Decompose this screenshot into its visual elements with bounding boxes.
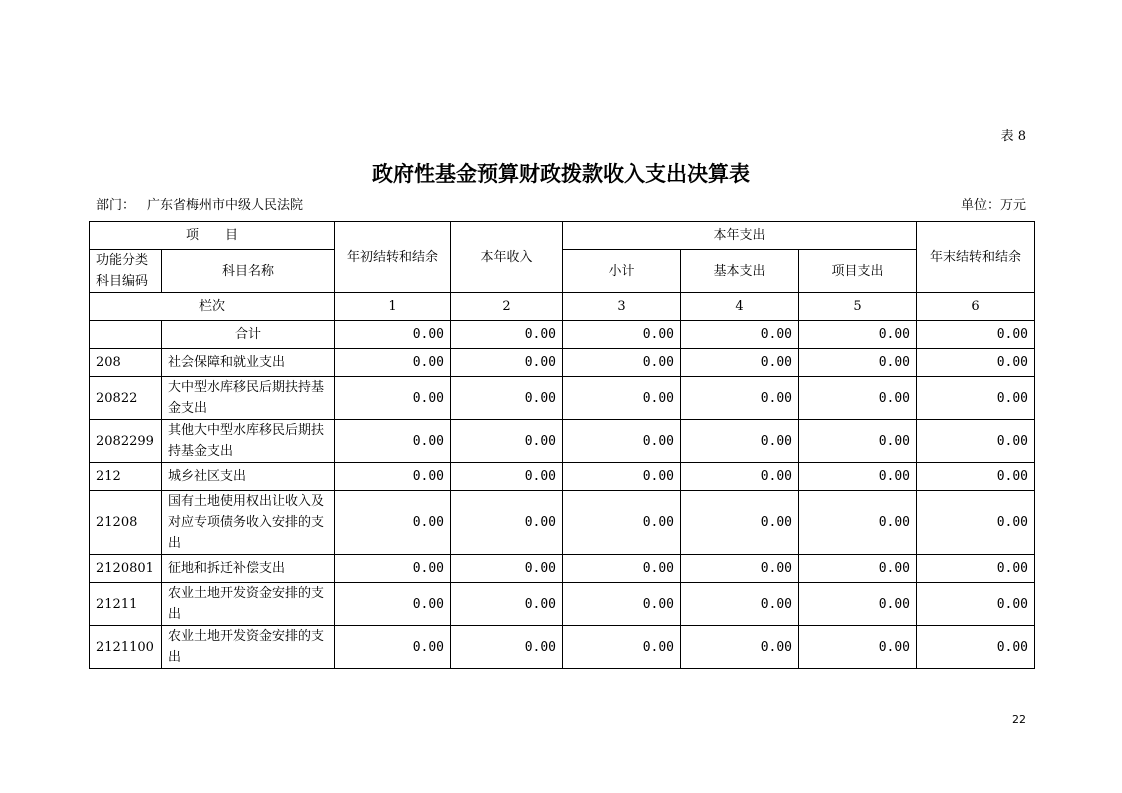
row-value: 0.00 — [681, 377, 799, 420]
row-code: 2121100 — [90, 626, 162, 669]
header-row-2 — [90, 250, 1035, 293]
row-value: 0.00 — [917, 463, 1035, 491]
row-value: 0.00 — [451, 583, 563, 626]
row-value: 0.00 — [681, 555, 799, 583]
column-number: 5 — [799, 293, 917, 321]
table-row — [90, 626, 1035, 669]
row-value: 0.00 — [563, 491, 681, 555]
row-value: 0.00 — [799, 349, 917, 377]
row-value: 0.00 — [917, 349, 1035, 377]
page-number: 22 — [1012, 713, 1026, 726]
total-value: 0.00 — [917, 321, 1035, 349]
header-project: 项目支出 — [799, 250, 917, 293]
row-value: 0.00 — [335, 349, 451, 377]
total-value: 0.00 — [335, 321, 451, 349]
department-name: 广东省梅州市中级人民法院 — [147, 198, 304, 213]
row-value: 0.00 — [335, 420, 451, 463]
row-name: 社会保障和就业支出 — [162, 349, 335, 377]
row-value: 0.00 — [335, 583, 451, 626]
row-code: 21208 — [90, 491, 162, 555]
column-number: 3 — [563, 293, 681, 321]
header-subject-name: 科目名称 — [162, 250, 335, 293]
row-value: 0.00 — [563, 420, 681, 463]
total-row — [90, 321, 1035, 349]
total-code-cell — [90, 321, 162, 349]
table-row — [90, 349, 1035, 377]
row-value: 0.00 — [681, 463, 799, 491]
table-row — [90, 463, 1035, 491]
row-value: 0.00 — [335, 463, 451, 491]
row-value: 0.00 — [799, 555, 917, 583]
column-number: 1 — [335, 293, 451, 321]
table-row — [90, 420, 1035, 463]
row-value: 0.00 — [799, 377, 917, 420]
row-name: 大中型水库移民后期扶持基金支出 — [162, 377, 335, 420]
row-value: 0.00 — [799, 420, 917, 463]
row-value: 0.00 — [451, 463, 563, 491]
row-name: 国有土地使用权出让收入及对应专项债务收入安排的支出 — [162, 491, 335, 555]
department-line — [96, 194, 315, 213]
row-value: 0.00 — [681, 420, 799, 463]
table-row — [90, 555, 1035, 583]
row-value: 0.00 — [917, 626, 1035, 669]
column-number-label: 栏次 — [90, 293, 335, 321]
table-row — [90, 377, 1035, 420]
row-code: 2082299 — [90, 420, 162, 463]
row-value: 0.00 — [681, 626, 799, 669]
row-code: 21211 — [90, 583, 162, 626]
page-title: 政府性基金预算财政拨款收入支出决算表 — [372, 162, 750, 186]
row-value: 0.00 — [335, 377, 451, 420]
row-value: 0.00 — [563, 463, 681, 491]
header-income: 本年收入 — [451, 222, 563, 293]
row-name: 农业土地开发资金安排的支出 — [162, 626, 335, 669]
total-value: 0.00 — [799, 321, 917, 349]
row-value: 0.00 — [681, 583, 799, 626]
row-name: 农业土地开发资金安排的支出 — [162, 583, 335, 626]
row-value: 0.00 — [563, 349, 681, 377]
row-value: 0.00 — [563, 555, 681, 583]
row-code: 212 — [90, 463, 162, 491]
row-name: 其他大中型水库移民后期扶持基金支出 — [162, 420, 335, 463]
header-end-balance: 年末结转和结余 — [917, 222, 1035, 293]
table-row — [90, 583, 1035, 626]
total-value: 0.00 — [451, 321, 563, 349]
department-label: 部门： — [96, 198, 136, 213]
row-value: 0.00 — [451, 349, 563, 377]
row-code: 208 — [90, 349, 162, 377]
row-value: 0.00 — [799, 583, 917, 626]
header-begin-balance: 年初结转和结余 — [335, 222, 451, 293]
total-value: 0.00 — [563, 321, 681, 349]
column-number: 4 — [681, 293, 799, 321]
row-value: 0.00 — [917, 583, 1035, 626]
row-value: 0.00 — [451, 555, 563, 583]
column-number: 6 — [917, 293, 1035, 321]
row-value: 0.00 — [563, 583, 681, 626]
row-value: 0.00 — [451, 377, 563, 420]
total-label: 合计 — [162, 321, 335, 349]
header-expense: 本年支出 — [563, 222, 917, 250]
header-func-code: 功能分类科目编码 — [90, 250, 162, 293]
row-value: 0.00 — [335, 555, 451, 583]
row-value: 0.00 — [799, 491, 917, 555]
row-value: 0.00 — [917, 491, 1035, 555]
row-value: 0.00 — [563, 626, 681, 669]
header-subtotal: 小计 — [563, 250, 681, 293]
row-value: 0.00 — [451, 491, 563, 555]
row-value: 0.00 — [917, 377, 1035, 420]
table-number: 表 8 — [1000, 129, 1026, 144]
column-number: 2 — [451, 293, 563, 321]
row-name: 征地和拆迁补偿支出 — [162, 555, 335, 583]
row-value: 0.00 — [681, 491, 799, 555]
header-item: 项 目 — [90, 222, 335, 250]
row-code: 2120801 — [90, 555, 162, 583]
header-basic: 基本支出 — [681, 250, 799, 293]
row-value: 0.00 — [335, 626, 451, 669]
table-row — [90, 491, 1035, 555]
row-value: 0.00 — [799, 463, 917, 491]
row-value: 0.00 — [451, 626, 563, 669]
column-number-row — [90, 293, 1035, 321]
row-name: 城乡社区支出 — [162, 463, 335, 491]
unit-label: 单位：万元 — [960, 198, 1026, 213]
budget-table — [89, 221, 1035, 669]
row-value: 0.00 — [451, 420, 563, 463]
row-code: 20822 — [90, 377, 162, 420]
row-value: 0.00 — [563, 377, 681, 420]
row-value: 0.00 — [917, 420, 1035, 463]
row-value: 0.00 — [681, 349, 799, 377]
row-value: 0.00 — [335, 491, 451, 555]
row-value: 0.00 — [917, 555, 1035, 583]
header-row-1 — [90, 222, 1035, 250]
row-value: 0.00 — [799, 626, 917, 669]
total-value: 0.00 — [681, 321, 799, 349]
